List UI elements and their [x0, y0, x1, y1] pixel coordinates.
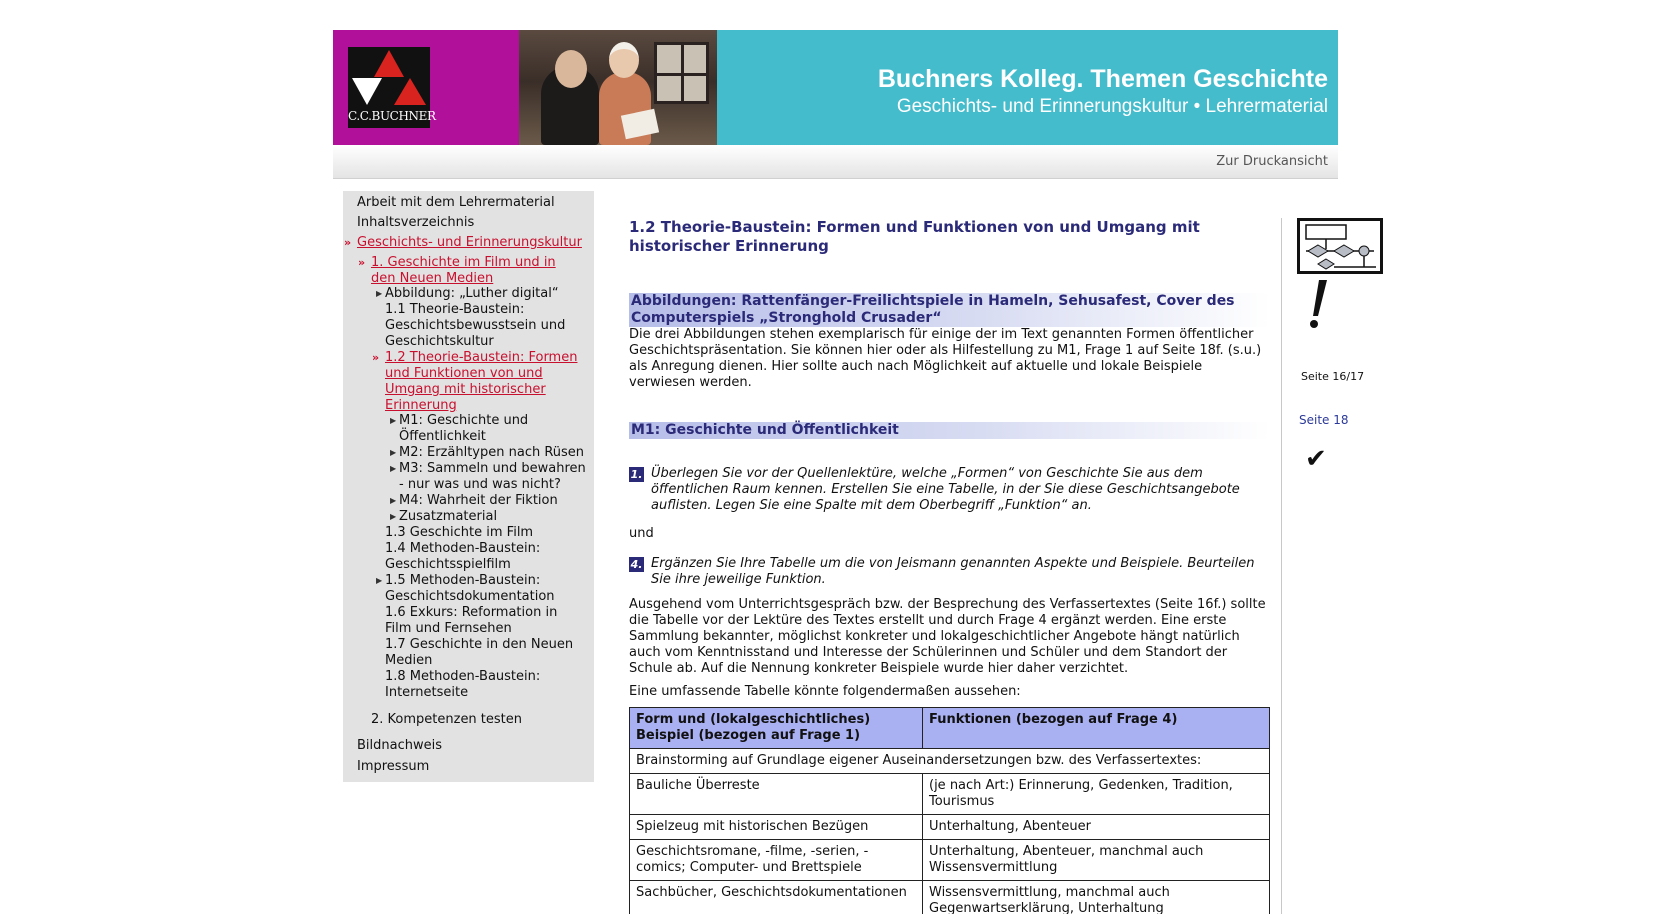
- title-area: [717, 30, 1338, 145]
- table-cell-function: Unterhaltung, Abenteuer: [923, 815, 1270, 840]
- task-1: [629, 466, 1270, 514]
- checkmark-icon: ✔: [1305, 444, 1327, 474]
- logo-text: C.C.BUCHNER: [348, 109, 436, 123]
- page-title: 1.2 Theorie-Baustein: Formen und Funktionen von und Umgang mit historischer Erinnerung: [629, 218, 1200, 255]
- table-intro: Eine umfassende Tabelle könnte folgendermaßen aussehen:: [629, 684, 1021, 699]
- sidebar-item-inhaltsverzeichnis[interactable]: Inhaltsverzeichnis: [357, 215, 475, 230]
- sidebar-item-m2[interactable]: M2: Erzähltypen nach Rüsen: [399, 445, 585, 460]
- sidebar-item-kapitel-1[interactable]: 1. Geschichte im Film und in den Neuen Medien: [371, 255, 556, 286]
- sidebar-item-m1[interactable]: M1: Geschichte und Öffentlichkeit: [399, 413, 529, 444]
- table-span-row: Brainstorming auf Grundlage eigener Auseinandersetzungen bzw. des Verfassertextes:: [630, 749, 1270, 774]
- flowchart-icon: [1297, 218, 1383, 274]
- header-banner: [333, 30, 1338, 145]
- page-reference-link[interactable]: Seite 18: [1299, 413, 1349, 427]
- sidebar-item-1-6[interactable]: 1.6 Exkurs: Reformation in Film und Fernsehen: [385, 605, 558, 636]
- connector-text: und: [629, 526, 654, 541]
- sidebar-item-1-5[interactable]: 1.5 Methoden-Baustein: Geschichtsdokumentation: [385, 573, 555, 604]
- table-cell-function: Wissensvermittlung, manchmal auch Gegenwartserklärung, Unterhaltung: [923, 881, 1270, 914]
- table-cell-form: Bauliche Überreste: [630, 774, 923, 815]
- sidebar-item-1-7[interactable]: 1.7 Geschichte in den Neuen Medien: [385, 637, 574, 668]
- header-photo: [519, 30, 717, 145]
- right-column-divider: [1281, 218, 1282, 914]
- explanation-paragraph: Ausgehend vom Unterrichtsgespräch bzw. der Besprechung des Verfassertextes (Seite 16f.) sollte die Tabelle vor der Lektüre des Textes erstellt und durch Frage 4 ergänzt werden. Eine erste Sammlung bekannter, möglichst konkreter und lokalgeschichtlicher Angebote hängt natürlich auch vom Kenntnisstand und Interesse der Schülerinnen und Schüler und dem Standort der Schule ab. Auf die Nennung konkreter Beispiele wurde hier daher verzichtet.: [629, 597, 1266, 676]
- main-content: [629, 218, 1270, 914]
- sidebar-item-zusatzmaterial[interactable]: Zusatzmaterial: [399, 509, 498, 524]
- active-marker-icon: »: [344, 236, 352, 249]
- sidebar-item-m3[interactable]: M3: Sammeln und bewahren - nur was und was nicht?: [399, 461, 586, 492]
- section-heading-abbildungen: Abbildungen: Rattenfänger-Freilichtspiele in Hameln, Sehusafest, Cover des Computerspiels „Stronghold Crusader“: [629, 293, 1270, 327]
- table-row: [630, 840, 1270, 881]
- arrow-right-icon: ▶: [390, 464, 397, 473]
- task-number-badge: 4.: [630, 558, 643, 571]
- arrow-right-icon: ▶: [376, 576, 383, 585]
- active-marker-icon: »: [372, 351, 380, 364]
- print-view-link[interactable]: Zur Druckansicht: [1216, 154, 1328, 169]
- print-bar: [333, 145, 1338, 179]
- sidebar-item-1-8[interactable]: 1.8 Methoden-Baustein: Internetseite: [385, 669, 541, 700]
- table-row: [630, 881, 1270, 914]
- exclamation-icon: [1308, 280, 1328, 330]
- table-row: [630, 774, 1270, 815]
- table-cell-function: Unterhaltung, Abenteuer, manchmal auch Wissensvermittlung: [923, 840, 1270, 881]
- section-text-abbildungen: Die drei Abbildungen stehen exemplarisch für einige der im Text genannten Formen öffentlicher Geschichtspräsentation. Sie können hier oder als Hilfestellung zu M1, Frage 1 auf Seite 18f. (s.u.) als Anregung dienen. Hier sollte auch nach Möglichkeit auf aktuelle und lokale Beispiele verwiesen werden.: [629, 327, 1262, 390]
- arrow-right-icon: ▶: [390, 448, 397, 457]
- site-subtitle: Geschichts- und Erinnerungskultur • Lehrermaterial: [896, 96, 1328, 117]
- arrow-right-icon: ▶: [390, 416, 397, 425]
- sidebar-item-arbeit[interactable]: Arbeit mit dem Lehrermaterial: [357, 195, 555, 210]
- active-marker-icon: »: [358, 256, 366, 269]
- task-4-text: Ergänzen Sie Ihre Tabelle um die von Jeismann genannten Aspekte und Beispiele. Beurteilen Sie ihre jeweilige Funktion.: [651, 556, 1255, 587]
- sidebar-item-1-4[interactable]: 1.4 Methoden-Baustein: Geschichtsspielfilm: [385, 541, 541, 572]
- site-title: Buchners Kolleg. Themen Geschichte: [877, 65, 1328, 93]
- table-row: [630, 815, 1270, 840]
- task-number-badge: 1.: [630, 468, 643, 481]
- arrow-right-icon: ▶: [376, 289, 383, 298]
- table-cell-form: Spielzeug mit historischen Bezügen: [630, 815, 923, 840]
- sidebar-item-luther-digital[interactable]: Abbildung: „Luther digital“: [385, 286, 559, 301]
- table-header-form: Form und (lokalgeschichtliches) Beispiel (bezogen auf Frage 1): [630, 708, 923, 749]
- task-4: [629, 556, 1270, 588]
- arrow-right-icon: ▶: [390, 496, 397, 505]
- sidebar-item-erinnerungskultur[interactable]: Geschichts- und Erinnerungskultur: [357, 235, 582, 250]
- logo-area: [333, 30, 519, 145]
- sidebar-item-bildnachweis[interactable]: Bildnachweis: [357, 738, 443, 753]
- sidebar-item-1-3[interactable]: 1.3 Geschichte im Film: [385, 525, 534, 540]
- table-cell-function: (je nach Art:) Erinnerung, Gedenken, Tradition, Tourismus: [923, 774, 1270, 815]
- table-cell-form: Geschichtsromane, -filme, -serien, -comics; Computer- und Brettspiele: [630, 840, 923, 881]
- page-reference-label: Seite 16/17: [1301, 370, 1365, 383]
- forms-functions-table: [629, 707, 1270, 914]
- sidebar-item-m4[interactable]: M4: Wahrheit der Fiktion: [399, 493, 558, 508]
- table-header-functions: Funktionen (bezogen auf Frage 4): [923, 708, 1270, 749]
- sidebar-item-1-2[interactable]: 1.2 Theorie-Baustein: Formen und Funktionen von und Umgang mit historischer Erinnerung: [385, 350, 578, 413]
- sidebar-item-kompetenzen[interactable]: 2. Kompetenzen testen: [371, 712, 523, 727]
- table-cell-form: Sachbücher, Geschichtsdokumentationen: [630, 881, 923, 914]
- publisher-logo[interactable]: [348, 47, 436, 128]
- sidebar-item-1-1[interactable]: 1.1 Theorie-Baustein: Geschichtsbewusstsein und Geschichtskultur: [385, 302, 566, 349]
- sidebar-nav: [343, 191, 594, 782]
- sidebar-item-impressum[interactable]: Impressum: [357, 759, 430, 774]
- arrow-right-icon: ▶: [390, 512, 397, 521]
- section-heading-m1: M1: Geschichte und Öffentlichkeit: [629, 422, 1270, 439]
- task-1-text: Überlegen Sie vor der Quellenlektüre, welche „Formen“ von Geschichte Sie aus dem öffentlichen Raum kennen. Erstellen Sie eine Tabelle, in der Sie diese Geschichtsangebote auflisten. Legen Sie eine Spalte mit dem Oberbegriff „Funktion“ an.: [651, 466, 1240, 513]
